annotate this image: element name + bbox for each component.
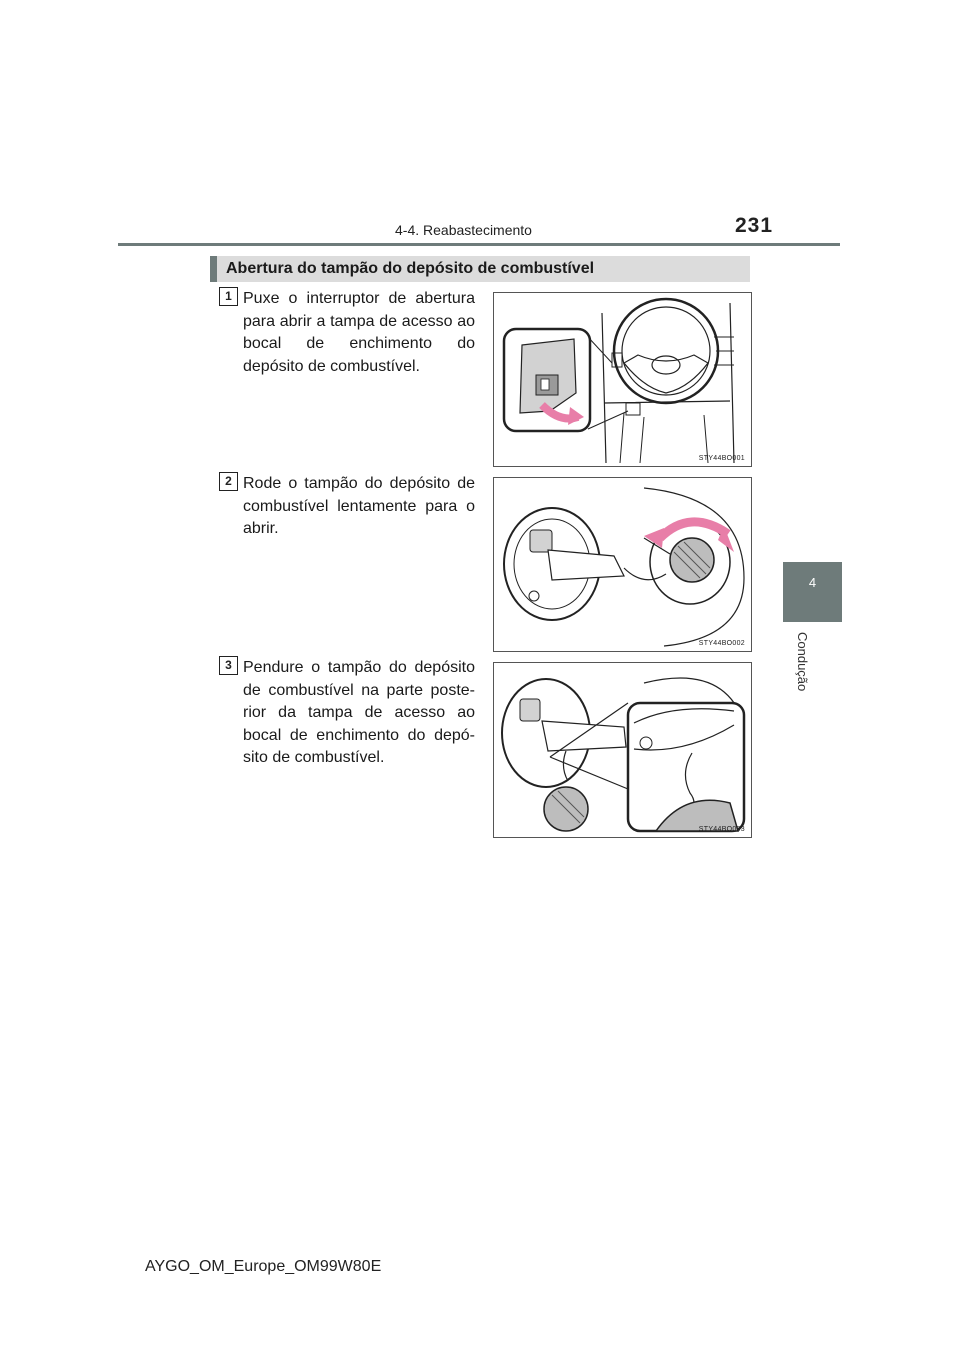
fuel-door-opener-illustration [494,293,751,466]
footer-document-code: AYGO_OM_Europe_OM99W80E [145,1258,382,1275]
figure-code-3: STY44BO003 [698,826,745,833]
step-number-1: 1 [219,287,238,306]
step-text-3: Pendure o tampão do depósito de combustível na parte poste-rior da tampa de acesso ao bocal de enchimento do depó-sito de combustível. [243,659,475,766]
figure-fuel-cap-hang [493,662,752,838]
chapter-tab [783,562,842,622]
fuel-cap-hang-illustration [494,663,751,837]
header-rule [118,243,840,246]
step-number-2: 2 [219,472,238,491]
figure-code-2: STY44BO002 [698,640,745,647]
figure-fuel-cap-rotate [493,477,752,652]
chapter-number: 4 [808,575,817,590]
section-heading [210,256,750,282]
fuel-cap-rotate-illustration [494,478,751,651]
chapter-title: Condução [795,632,810,692]
step-text-1: Puxe o interruptor de abertura para abrir a tampa de acesso ao bocal de enchimento do depósito de combustível. [243,290,475,375]
step-text-2: Rode o tampão do depósito de combustível lentamente para o abrir. [243,475,475,537]
page-number: 231 [735,214,774,237]
figure-fuel-door-opener [493,292,752,467]
running-header-section: 4-4. Reabastecimento [395,222,532,238]
step-number-3: 3 [219,656,238,675]
figure-code-1: STY44BO001 [698,455,745,462]
section-heading-text: Abertura do tampão do depósito de combustível [226,260,595,277]
heading-accent-bar [210,256,217,282]
